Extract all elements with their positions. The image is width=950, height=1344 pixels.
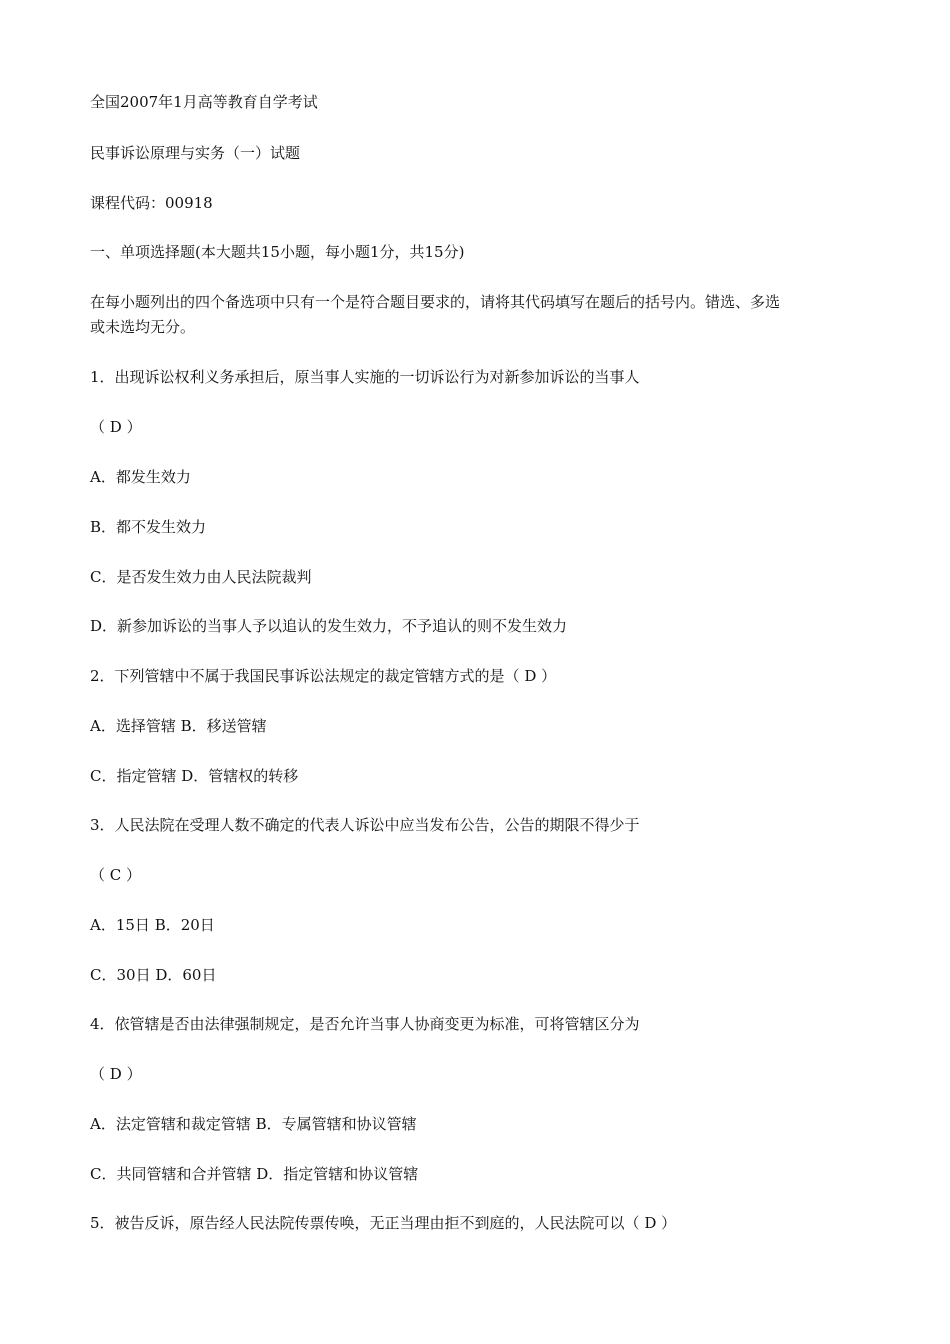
- question-3-stem: 3．人民法院在受理人数不确定的代表人诉讼中应当发布公告，公告的期限不得少于: [90, 816, 640, 834]
- question-1-stem: 1．出现诉讼权利义务承担后，原当事人实施的一切诉讼行为对新参加诉讼的当事人: [90, 368, 640, 386]
- question-4-options-ab: A．法定管辖和裁定管辖 B．专属管辖和协议管辖: [90, 1115, 417, 1133]
- question-4-stem: 4．依管辖是否由法律强制规定，是否允许当事人协商变更为标准，可将管辖区分为: [90, 1015, 640, 1033]
- section-heading: 一、单项选择题(本大题共15小题，每小题1分，共15分): [90, 243, 465, 261]
- question-4-options-cd: C．共同管辖和合并管辖 D．指定管辖和协议管辖: [90, 1165, 419, 1183]
- question-1-option-a: A．都发生效力: [90, 468, 191, 486]
- paper-subtitle: 民事诉讼原理与实务（一）试题: [90, 144, 301, 162]
- question-2-options-cd: C．指定管辖 D．管辖权的转移: [90, 767, 299, 785]
- question-5-stem: 5．被告反诉，原告经人民法院传票传唤，无正当理由拒不到庭的，人民法院可以（ D ）: [90, 1214, 677, 1232]
- question-3-options-cd: C．30日 D．60日: [90, 966, 217, 984]
- question-1-option-b: B．都不发生效力: [90, 518, 207, 536]
- question-1-option-c: C．是否发生效力由人民法院裁判: [90, 568, 312, 586]
- question-2-options-ab: A．选择管辖 B．移送管辖: [90, 717, 267, 735]
- instruction-line-1: 在每小题列出的四个备选项中只有一个是符合题目要求的，请将其代码填写在题后的括号内。错选、多选: [90, 293, 781, 311]
- question-1-option-d: D．新参加诉讼的当事人予以追认的发生效力，不予追认的则不发生效力: [90, 617, 568, 635]
- question-3-options-ab: A．15日 B．20日: [90, 916, 215, 934]
- question-2-stem: 2．下列管辖中不属于我国民事诉讼法规定的裁定管辖方式的是（ D ）: [90, 667, 557, 685]
- question-1-answer: （ D ）: [90, 418, 142, 436]
- instructions: [90, 290, 865, 340]
- question-3-answer: （ C ）: [90, 866, 142, 884]
- exam-title: 全国2007年1月高等教育自学考试: [90, 93, 318, 111]
- instruction-line-2: 或未选均无分。: [90, 318, 196, 336]
- course-code: 课程代码：00918: [90, 194, 213, 212]
- question-4-answer: （ D ）: [90, 1065, 142, 1083]
